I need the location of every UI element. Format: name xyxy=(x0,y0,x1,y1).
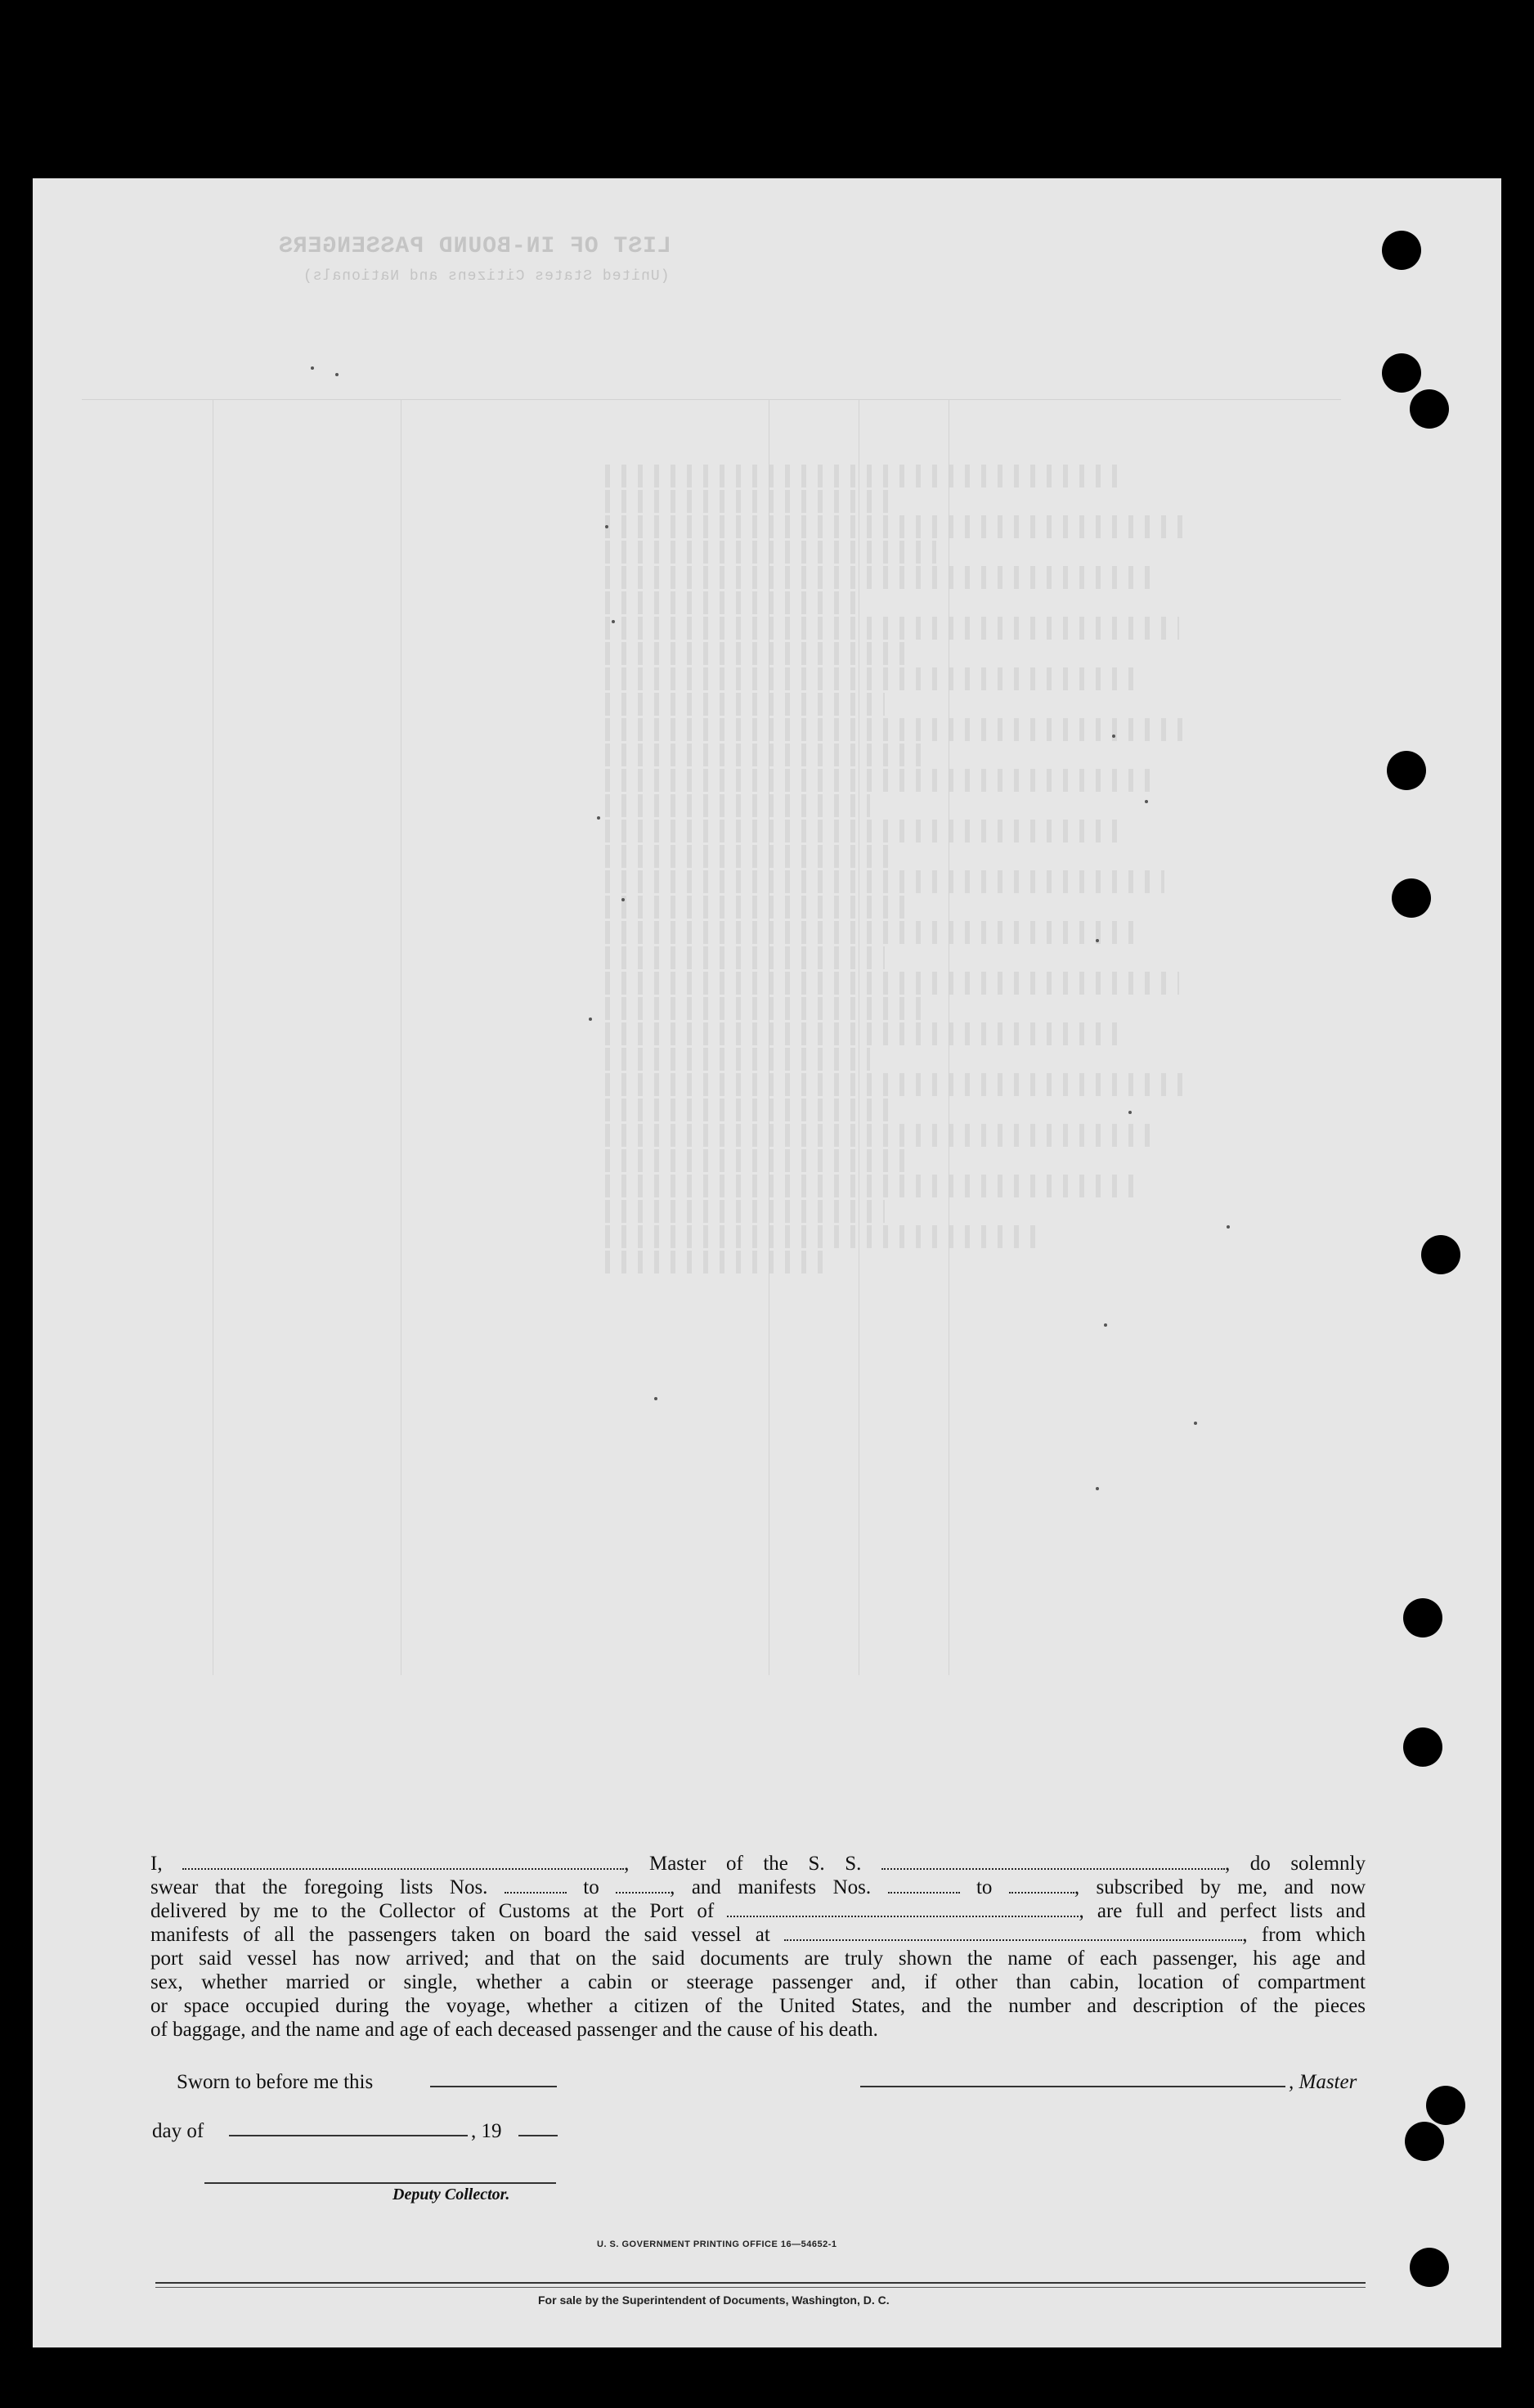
day-of-line xyxy=(229,2135,468,2136)
master-signature-line xyxy=(860,2086,1285,2087)
speck xyxy=(605,525,608,528)
oath-line-3: delivered by me to the Collector of Customs at the Port of , are full and perfect lists and xyxy=(150,1900,1366,1922)
footer-rule xyxy=(155,2282,1366,2284)
for-sale-notice: For sale by the Superintendent of Documents, Washington, D. C. xyxy=(538,2293,890,2307)
punch-hole xyxy=(1405,2122,1444,2161)
punch-hole xyxy=(1387,751,1426,790)
year-line xyxy=(518,2135,558,2136)
speck xyxy=(621,898,625,901)
speck xyxy=(1112,735,1115,738)
printer-imprint: U. S. GOVERNMENT PRINTING OFFICE 16—54652-1 xyxy=(597,2240,837,2249)
speck xyxy=(1096,939,1099,942)
speck xyxy=(1104,1323,1107,1327)
speck xyxy=(597,816,600,820)
punch-hole xyxy=(1403,1727,1442,1767)
speck xyxy=(1096,1487,1099,1490)
bleed-through-entries xyxy=(605,465,1341,1634)
document-page xyxy=(33,178,1501,2347)
bleed-through-subtitle: (United States Citizens and Nationals) xyxy=(303,268,670,285)
footer-rule-thin xyxy=(155,2287,1366,2288)
master-label: , Master xyxy=(1289,2071,1357,2093)
oath-line-2: swear that the foregoing lists Nos. to , and manifests Nos. to , subscribed by me, and now xyxy=(150,1876,1366,1898)
punch-hole xyxy=(1382,231,1421,270)
speck xyxy=(1145,800,1148,803)
oath-line-1: I, , Master of the S. S. , do solemnly xyxy=(150,1853,1366,1875)
deputy-signature-line xyxy=(204,2182,556,2184)
speck xyxy=(654,1397,657,1400)
speck xyxy=(1194,1422,1197,1425)
punch-hole xyxy=(1410,389,1449,429)
speck xyxy=(612,620,615,623)
speck xyxy=(589,1018,592,1021)
oath-line-5: port said vessel has now arrived; and that on the said documents are truly shown the name of each passenger, his age and xyxy=(150,1948,1366,1970)
speck xyxy=(311,366,314,370)
oath-line-6: sex, whether married or single, whether a cabin or steerage passenger and, if other than cabin, location of compartment xyxy=(150,1971,1366,1993)
sworn-date-line xyxy=(430,2086,557,2087)
year-label: , 19 xyxy=(471,2120,502,2142)
punch-hole xyxy=(1403,1598,1442,1638)
oath-line-8: of baggage, and the name and age of each deceased passenger and the cause of his death. xyxy=(150,2019,878,2041)
punch-hole xyxy=(1382,353,1421,393)
punch-hole xyxy=(1426,2086,1465,2125)
deputy-collector-label: Deputy Collector. xyxy=(392,2186,510,2204)
speck xyxy=(1227,1225,1230,1229)
punch-hole xyxy=(1410,2248,1449,2287)
day-of-label: day of xyxy=(152,2120,204,2142)
oath-line-4: manifests of all the passengers taken on board the said vessel at , from which xyxy=(150,1924,1366,1946)
speck xyxy=(1128,1111,1132,1114)
oath-paragraph xyxy=(150,1852,1366,2042)
bleed-through-title: LIST OF IN-BOUND PASSENGERS xyxy=(278,234,671,259)
sworn-label: Sworn to before me this xyxy=(177,2071,374,2093)
bleed-through-rule xyxy=(82,399,1341,400)
oath-line-7: or space occupied during the voyage, whether a citizen of the United States, and the number and description of the pieces xyxy=(150,1995,1366,2017)
punch-hole xyxy=(1421,1235,1460,1274)
speck xyxy=(335,373,339,376)
punch-hole xyxy=(1392,878,1431,918)
